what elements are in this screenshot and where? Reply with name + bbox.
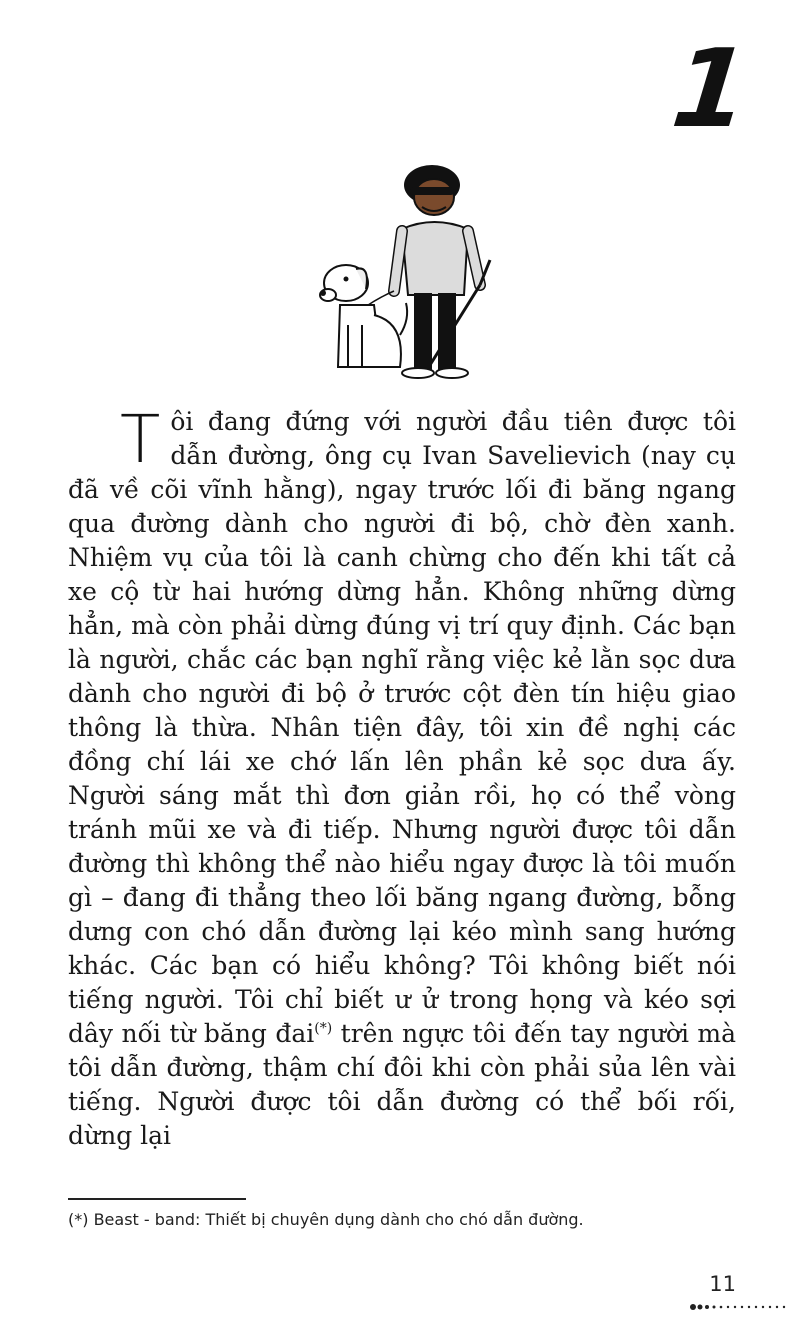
page-number: 11 [709,1272,736,1296]
body-text-part-2: trên ngực tôi đến tay người mà tôi dẫn đường, thậm chí đôi khi còn phải sủa lên vài tiếng. Người được tôi dẫn đường có thể bối rối, dừng lại [68,1019,736,1150]
chapter-body [68,401,736,1153]
footnote-marker[interactable]: (*) [314,1020,333,1037]
footnote-divider [68,1198,246,1200]
footnote: (*) Beast - band: Thiết bị chuyên dụng dành cho chó dẫn đường. [68,1210,584,1229]
man-with-guide-dog-illustration [310,155,510,385]
chapter-number: 1 [666,27,755,152]
body-text-part-1: ôi đang đứng với người đầu tiên được tôi dẫn đường, ông cụ Ivan Savelievich (nay cụ đã về cõi vĩnh hằng), ngay trước lối đi băng ngang qua đường dành cho người đi bộ, chờ đèn xanh. Nhiệm vụ của tôi là canh chừng cho đến khi tất cả xe cộ từ hai hướng dừng hẳn. Không những dừng hẳn, mà còn phải dừng đúng vị trí quy định. Các bạn là người, chắc các bạn nghĩ rằng việc kẻ lằn sọc dưa dành cho người đi bộ ở trước cột đèn tín hiệu giao thông là thừa. Nhân tiện đây, tôi xin đề nghị các đồng chí lái xe chớ lấn lên phần kẻ sọc dưa ấy. Người sáng mắt thì đơn giản rồi, họ có thể vòng tránh mũi xe và đi tiếp. Nhưng người được tôi dẫn đường thì không thể nào hiểu ngay được là tôi muốn gì – đang đi thẳng theo lối băng ngang đường, bỗng dưng con chó dẫn đường lại kéo mình sang hướng khác. Các bạn có hiểu không? Tôi không biết nói tiếng người. Tôi chỉ biết ư ử trong họng và kéo sợi dây nối từ băng đai [68,407,736,1048]
dotted-ornament-icon [690,1303,790,1311]
drop-cap: T [120,401,161,478]
